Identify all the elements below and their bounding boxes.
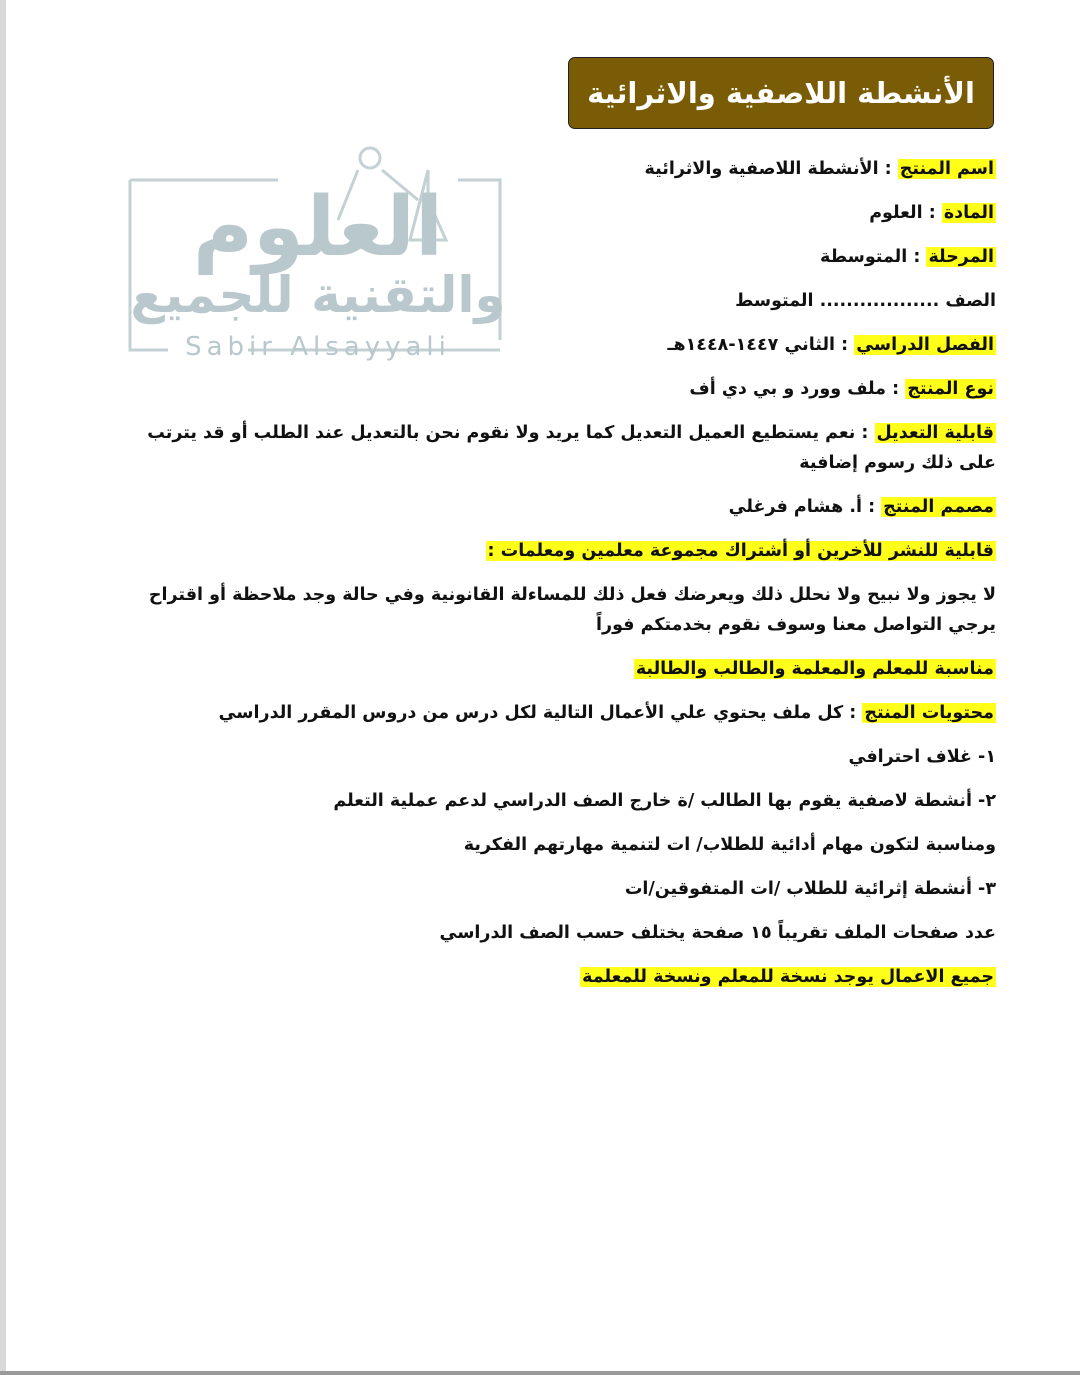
field-value: : ملف وورد و بي دي أف (689, 379, 900, 399)
field-value: : أ. هشام فرغلي (728, 497, 876, 517)
field-semester (116, 330, 996, 360)
field-value: ومناسبة لتكون مهام أدائية للطلاب/ ات لتنمية مهارتهم الفكرية (463, 835, 996, 855)
list-item (116, 830, 996, 860)
field-label: مناسبة للمعلم والمعلمة والطالب والطالبة (635, 659, 994, 679)
field-value: : العلوم (869, 203, 936, 223)
sharing-notice (116, 580, 996, 640)
field-value: ٣- أنشطة إثرائية للطلاب /ات المتفوقين/ات (624, 879, 996, 899)
field-label: المرحلة (928, 247, 994, 267)
field-editability (116, 418, 996, 478)
field-grade (116, 286, 996, 316)
field-versions (116, 962, 996, 992)
field-value: ١- غلاف احترافي (848, 747, 996, 767)
field-value: : الثاني ١٤٤٧-١٤٤٨هـ (667, 335, 849, 355)
field-product-name (116, 154, 996, 184)
list-item (116, 786, 996, 816)
field-value: : الأنشطة اللاصفية والاثرائية (644, 159, 892, 179)
field-label: محتويات المنتج (864, 703, 994, 723)
page-count (116, 918, 996, 948)
field-value: : كل ملف يحتوي علي الأعمال التالية لكل درس من دروس المقرر الدراسي (218, 703, 857, 723)
field-value: الصف .................. المتوسط (735, 291, 996, 311)
field-label: المادة (943, 203, 994, 223)
field-value: : المتوسطة (819, 247, 921, 267)
page-edge-bottom (0, 1371, 1080, 1375)
field-label: قابلية التعديل (876, 423, 994, 443)
field-suitability (116, 654, 996, 684)
field-label: قابلية للنشر للأخرين أو أشتراك مجموعة معلمين ومعلمات : (487, 541, 994, 561)
list-item (116, 874, 996, 904)
field-value: : نعم يستطيع العميل التعديل كما يريد ولا نقوم نحن بالتعديل عند الطلب أو قد يترتب على ذلك رسوم إضافية (147, 423, 996, 473)
field-designer (116, 492, 996, 522)
field-product-type (116, 374, 996, 404)
watermark-line2: والتقنية للجميع (130, 266, 506, 324)
field-value: عدد صفحات الملف تقريباً ١٥ صفحة يختلف حسب الصف الدراسي (439, 923, 996, 943)
page-edge (0, 0, 6, 1375)
field-value: ٢- أنشطة لاصفية يقوم بها الطالب /ة خارج الصف الدراسي لدعم عملية التعلم (333, 791, 996, 811)
page-title: الأنشطة اللاصفية والاثرائية (587, 76, 975, 110)
field-label: جميع الاعمال يوجد نسخة للمعلم ونسخة للمعلمة (582, 967, 994, 987)
field-stage (116, 242, 996, 272)
field-label: اسم المنتج (899, 159, 994, 179)
watermark-line1: العلوم (192, 180, 444, 275)
watermark-latin: Sabir Alsayyali (185, 332, 451, 362)
field-sharing (116, 536, 996, 566)
field-label: الفصل الدراسي (856, 335, 994, 355)
field-subject (116, 198, 996, 228)
field-value: لا يجوز ولا نبيح ولا نحلل ذلك ويعرضك فعل ذلك للمساءلة القانونية وفي حالة وجد ملاحظة أو اقتراح يرجي التواصل معنا وسوف نقوم بخدمتكم فوراً (148, 585, 996, 635)
title-banner (568, 57, 994, 129)
field-label: نوع المنتج (907, 379, 994, 399)
product-details (116, 154, 996, 992)
list-item (116, 742, 996, 772)
field-contents (116, 698, 996, 728)
field-label: مصمم المنتج (883, 497, 994, 517)
